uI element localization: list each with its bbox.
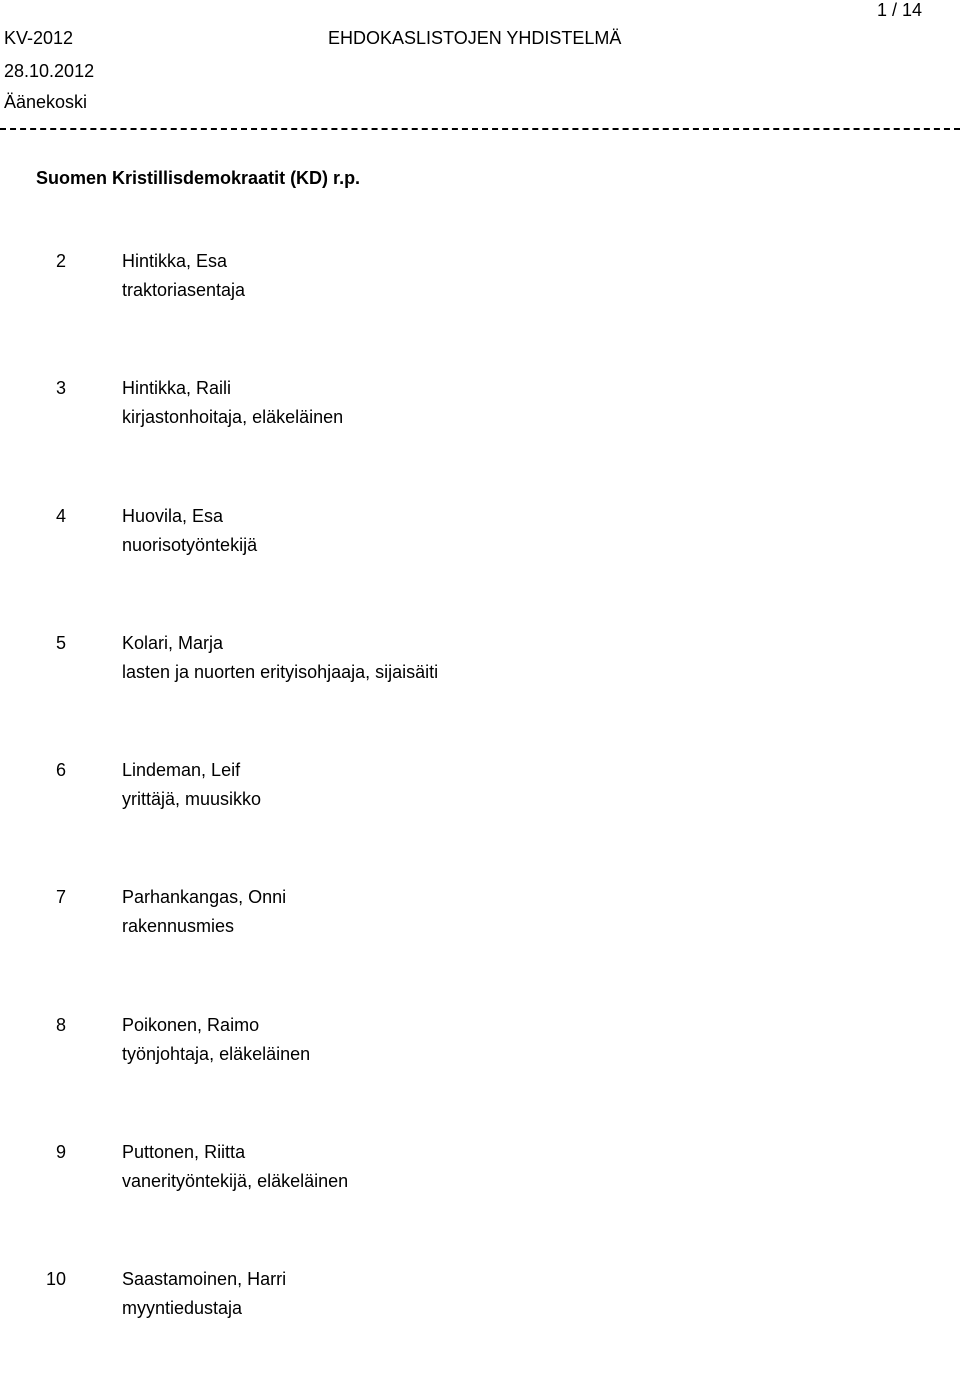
candidate-number: 4 bbox=[55, 505, 66, 526]
candidate-occupation: nuorisotyöntekijä bbox=[122, 534, 258, 555]
candidate-row bbox=[0, 1142, 960, 1269]
candidate-row bbox=[0, 760, 960, 887]
candidate-name: Kolari, Marja bbox=[122, 632, 224, 653]
candidate-name: Hintikka, Raili bbox=[122, 378, 232, 399]
candidate-row bbox=[0, 378, 960, 505]
candidate-name: Parhankangas, Onni bbox=[122, 887, 287, 908]
candidate-number: 9 bbox=[55, 1142, 66, 1163]
document-title: EHDOKASLISTOJEN YHDISTELMÄ bbox=[328, 28, 622, 48]
candidate-row bbox=[0, 633, 960, 760]
candidate-number: 3 bbox=[55, 378, 66, 399]
candidate-occupation: myyntiedustaja bbox=[122, 1298, 243, 1319]
candidate-occupation: yrittäjä, muusikko bbox=[122, 789, 262, 810]
candidate-row bbox=[0, 887, 960, 1014]
candidate-occupation: työnjohtaja, eläkeläinen bbox=[122, 1043, 311, 1064]
candidate-list bbox=[0, 251, 960, 1397]
candidate-occupation: vanerityöntekijä, eläkeläinen bbox=[122, 1171, 349, 1192]
candidate-row bbox=[0, 251, 960, 378]
candidate-number: 2 bbox=[55, 251, 66, 271]
candidate-number: 5 bbox=[55, 632, 66, 653]
candidate-number: 8 bbox=[55, 1014, 66, 1035]
candidate-row bbox=[0, 506, 960, 633]
candidate-number: 7 bbox=[55, 887, 66, 908]
candidate-name: Hintikka, Esa bbox=[122, 251, 228, 271]
candidate-name: Huovila, Esa bbox=[122, 505, 224, 526]
candidate-number: 10 bbox=[45, 1269, 66, 1290]
page-number: 1 / 14 bbox=[876, 0, 922, 20]
municipality: Äänekoski bbox=[4, 92, 88, 112]
candidate-name: Lindeman, Leif bbox=[122, 760, 241, 781]
candidate-name: Saastamoinen, Harri bbox=[122, 1269, 287, 1290]
header-divider bbox=[0, 128, 960, 130]
candidate-occupation: traktoriasentaja bbox=[122, 280, 246, 300]
candidate-occupation: kirjastonhoitaja, eläkeläinen bbox=[122, 407, 344, 428]
candidate-number: 6 bbox=[55, 760, 66, 781]
candidate-occupation: rakennusmies bbox=[122, 916, 235, 937]
candidate-name: Puttonen, Riitta bbox=[122, 1142, 246, 1163]
election-code: KV-2012 bbox=[4, 28, 74, 48]
candidate-name: Poikonen, Raimo bbox=[122, 1014, 260, 1035]
candidate-row bbox=[0, 1269, 960, 1396]
candidate-occupation: lasten ja nuorten erityisohjaaja, sijaisäiti bbox=[122, 661, 439, 682]
candidate-row bbox=[0, 1015, 960, 1142]
election-date: 28.10.2012 bbox=[4, 61, 95, 81]
party-name: Suomen Kristillisdemokraatit (KD) r.p. bbox=[36, 168, 361, 188]
